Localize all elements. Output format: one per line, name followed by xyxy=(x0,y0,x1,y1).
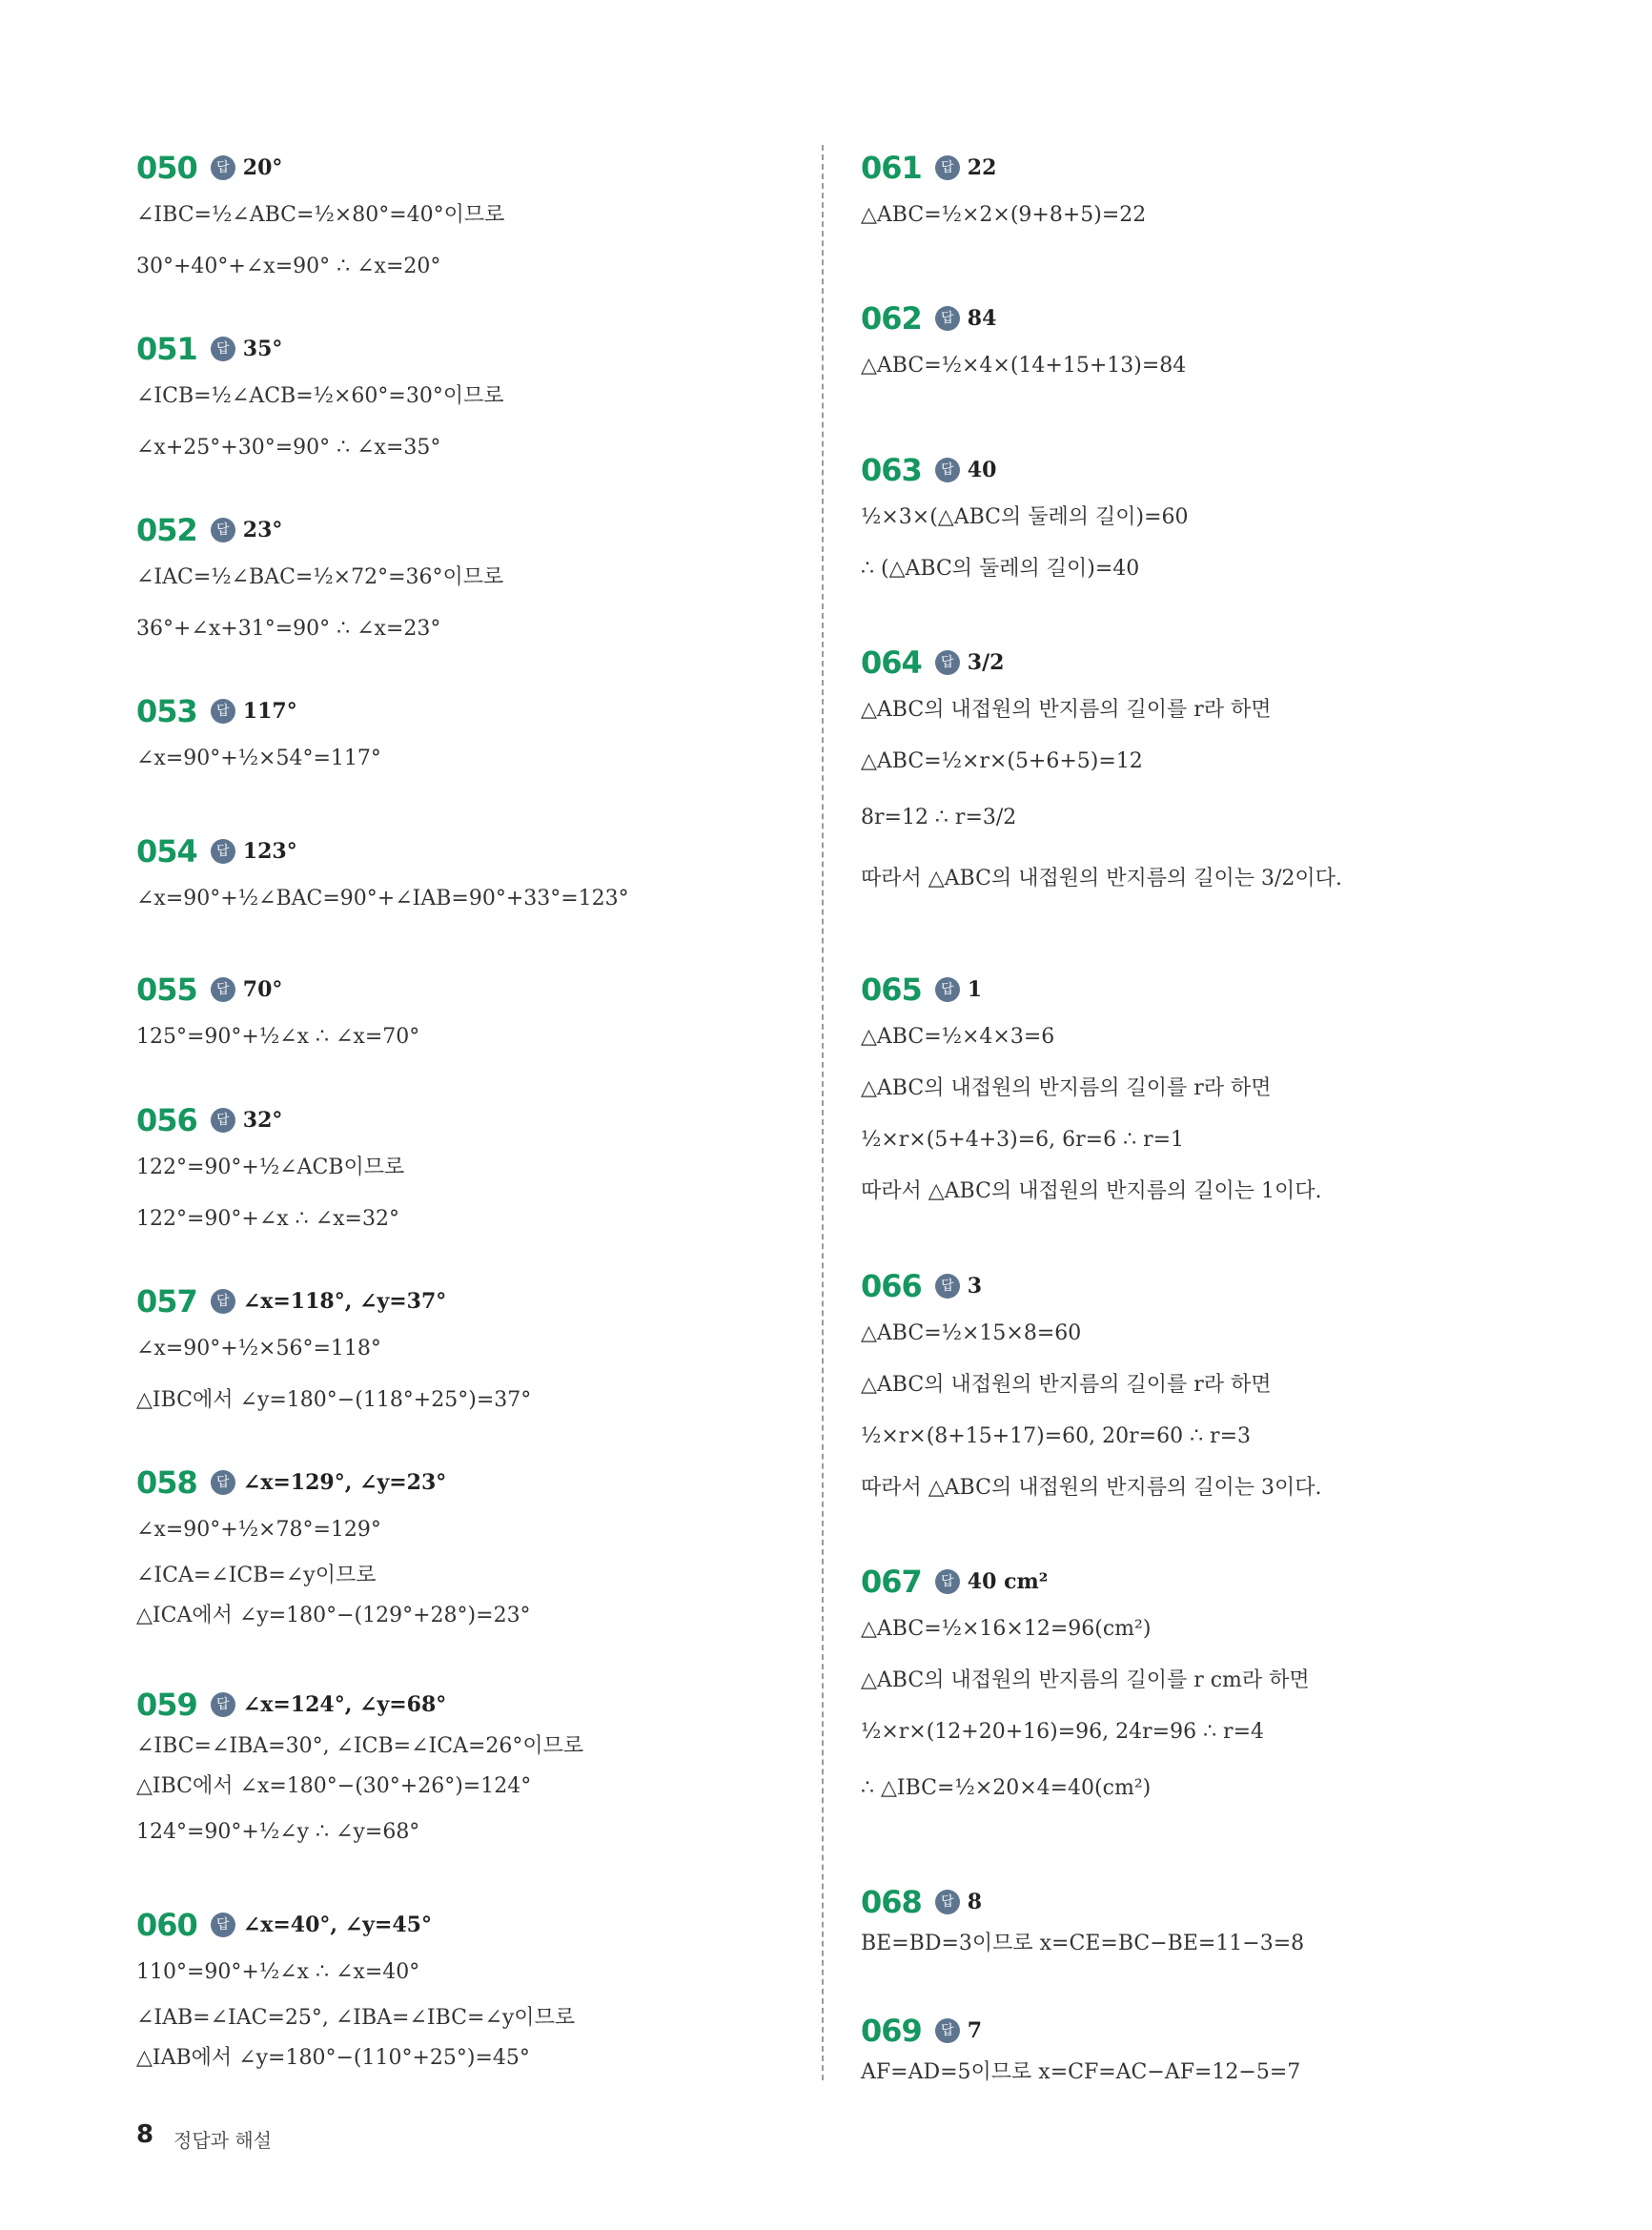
problem-number: 052 xyxy=(136,512,197,548)
solution-line: 36°+∠x+31°=90° ∴ ∠x=23° xyxy=(136,617,441,641)
problem-062 xyxy=(861,297,1186,392)
column-divider xyxy=(822,145,824,2080)
solution-line: 125°=90°+½∠x ∴ ∠x=70° xyxy=(136,1025,420,1049)
problem-number: 057 xyxy=(136,1283,197,1320)
problem-068 xyxy=(861,1880,1304,1964)
solution-line: △ICA에서 ∠y=180°−(129°+28°)=23° xyxy=(136,1604,531,1627)
solution-line: 따라서 △ABC의 내접원의 반지름의 길이는 3/2이다. xyxy=(861,867,1342,890)
problem-number: 069 xyxy=(861,2013,922,2049)
solution-line: 8r=12 ∴ r=3/2 xyxy=(861,806,1017,829)
problem-067 xyxy=(861,1560,1310,1819)
problem-number: 065 xyxy=(861,972,922,1008)
problem-050 xyxy=(136,146,504,293)
problem-number: 055 xyxy=(136,972,197,1008)
answer-badge: 답 xyxy=(935,1274,960,1299)
answer: ∠x=118°, ∠y=37° xyxy=(242,1289,447,1314)
answer: 35° xyxy=(242,337,283,361)
answer-badge: 답 xyxy=(935,155,960,180)
solution-line: ∠IAC=½∠BAC=½×72°=36°이므로 xyxy=(136,565,504,589)
solution-line: ∠ICA=∠ICB=∠y이므로 xyxy=(136,1564,377,1587)
answer-badge: 답 xyxy=(935,2018,960,2043)
problem-number: 050 xyxy=(136,150,197,186)
answer: 70° xyxy=(242,977,283,1002)
answer: 123° xyxy=(242,839,297,864)
solution-line: 122°=90°+½∠ACB이므로 xyxy=(136,1156,405,1179)
answer: 84 xyxy=(967,306,997,331)
solution-line: ∠x=90°+½×54°=117° xyxy=(136,747,381,770)
solution-line: ½×r×(5+4+3)=6, 6r=6 ∴ r=1 xyxy=(861,1128,1185,1152)
answer-badge: 답 xyxy=(211,839,235,864)
answer: 32° xyxy=(242,1108,283,1133)
solution-line: △IBC에서 ∠y=180°−(118°+25°)=37° xyxy=(136,1388,532,1412)
problem-059 xyxy=(136,1683,583,1858)
answer-badge: 답 xyxy=(935,1890,960,1914)
problem-number: 054 xyxy=(136,833,197,869)
footer-label: 정답과 해설 xyxy=(173,2129,272,2152)
answer-badge: 답 xyxy=(211,977,235,1002)
solution-line: ∠IBC=½∠ABC=½×80°=40°이므로 xyxy=(136,203,505,227)
problem-number: 058 xyxy=(136,1464,197,1501)
solution-line: △ABC=½×15×8=60 xyxy=(861,1321,1082,1345)
answer: ∠x=124°, ∠y=68° xyxy=(242,1692,447,1717)
answer-badge: 답 xyxy=(211,1692,235,1717)
problem-057 xyxy=(136,1279,531,1426)
solution-line: △IBC에서 ∠x=180°−(30°+26°)=124° xyxy=(136,1774,532,1798)
solution-line: BE=BD=3이므로 x=CE=BC−BE=11−3=8 xyxy=(861,1932,1305,1955)
solution-line: △IAB에서 ∠y=180°−(110°+25°)=45° xyxy=(136,2046,530,2070)
answer-badge: 답 xyxy=(935,650,960,675)
problem-number: 067 xyxy=(861,1564,922,1600)
problem-065 xyxy=(861,968,1321,1217)
answer-badge: 답 xyxy=(935,977,960,1002)
answer: 40 cm² xyxy=(967,1569,1049,1594)
problem-056 xyxy=(136,1098,404,1245)
page-number: 8 xyxy=(136,2120,154,2149)
answer-badge: 답 xyxy=(211,1289,235,1314)
solution-line: △ABC=½×4×(14+15+13)=84 xyxy=(861,354,1187,378)
solution-line: △ABC의 내접원의 반지름의 길이를 r cm라 하면 xyxy=(861,1668,1310,1692)
solution-line: ∠IAB=∠IAC=25°, ∠IBA=∠IBC=∠y이므로 xyxy=(136,2006,576,2030)
problem-055 xyxy=(136,968,419,1063)
problem-number: 053 xyxy=(136,693,197,729)
problem-054 xyxy=(136,829,629,925)
solution-line: ∠x=90°+½×78°=129° xyxy=(136,1518,381,1542)
problem-number: 060 xyxy=(136,1907,197,1943)
problem-number: 064 xyxy=(861,644,922,681)
problem-051 xyxy=(136,327,504,474)
answer: 117° xyxy=(242,699,297,724)
solution-line: △ABC=½×2×(9+8+5)=22 xyxy=(861,203,1147,227)
problem-number: 059 xyxy=(136,1687,197,1723)
answer-badge: 답 xyxy=(211,155,235,180)
solution-line: △ABC의 내접원의 반지름의 길이를 r라 하면 xyxy=(861,1373,1272,1397)
solution-line: 따라서 △ABC의 내접원의 반지름의 길이는 3이다. xyxy=(861,1476,1322,1500)
solution-line: 따라서 △ABC의 내접원의 반지름의 길이는 1이다. xyxy=(861,1179,1322,1203)
problem-number: 066 xyxy=(861,1268,922,1304)
answer: 3 xyxy=(967,1274,983,1299)
solution-line: △ABC의 내접원의 반지름의 길이를 r라 하면 xyxy=(861,1076,1272,1100)
solution-line: △ABC=½×4×3=6 xyxy=(861,1025,1055,1049)
problem-number: 061 xyxy=(861,150,922,186)
answer-badge: 답 xyxy=(935,306,960,331)
solution-line: 110°=90°+½∠x ∴ ∠x=40° xyxy=(136,1960,420,1984)
answer-badge: 답 xyxy=(211,337,235,361)
problem-number: 056 xyxy=(136,1102,197,1138)
answer-badge: 답 xyxy=(935,1569,960,1594)
answer-badge: 답 xyxy=(211,699,235,724)
answer: ∠x=129°, ∠y=23° xyxy=(242,1470,447,1495)
solution-line: ∴ (△ABC의 둘레의 길이)=40 xyxy=(861,557,1140,581)
problem-number: 063 xyxy=(861,452,922,488)
solution-line: 124°=90°+½∠y ∴ ∠y=68° xyxy=(136,1820,420,1844)
answer-badge: 답 xyxy=(935,458,960,482)
problem-053 xyxy=(136,689,381,785)
problem-069 xyxy=(861,2009,1300,2093)
answer: 1 xyxy=(967,977,983,1002)
answer: 3/2 xyxy=(967,650,1005,675)
solution-line: ½×3×(△ABC의 둘레의 길이)=60 xyxy=(861,505,1189,529)
solution-line: △ABC의 내접원의 반지름의 길이를 r라 하면 xyxy=(861,698,1272,722)
answer: 7 xyxy=(967,2018,983,2043)
problem-066 xyxy=(861,1264,1321,1514)
answer: ∠x=40°, ∠y=45° xyxy=(242,1913,432,1937)
answer-badge: 답 xyxy=(211,518,235,542)
solution-line: ∠x+25°+30°=90° ∴ ∠x=35° xyxy=(136,436,441,460)
solution-line: ∴ △IBC=½×20×4=40(cm²) xyxy=(861,1776,1152,1800)
solution-line: ½×r×(12+20+16)=96, 24r=96 ∴ r=4 xyxy=(861,1720,1265,1744)
answer: 22 xyxy=(967,155,997,180)
answer-badge: 답 xyxy=(211,1470,235,1495)
solution-line: ∠ICB=½∠ACB=½×60°=30°이므로 xyxy=(136,384,504,408)
problem-061 xyxy=(861,146,1146,241)
problem-058 xyxy=(136,1461,531,1636)
solution-line: ½×r×(8+15+17)=60, 20r=60 ∴ r=3 xyxy=(861,1424,1252,1448)
solution-line: ∠x=90°+½∠BAC=90°+∠IAB=90°+33°=123° xyxy=(136,887,629,910)
answer: 40 xyxy=(967,458,997,482)
solution-line: ∠IBC=∠IBA=30°, ∠ICB=∠ICA=26°이므로 xyxy=(136,1734,584,1758)
answer: 8 xyxy=(967,1890,983,1914)
problem-060 xyxy=(136,1903,575,2078)
solution-line: △ABC=½×16×12=96(cm²) xyxy=(861,1617,1152,1641)
answer-badge: 답 xyxy=(211,1108,235,1133)
problem-063 xyxy=(861,448,1189,595)
problem-number: 051 xyxy=(136,331,197,367)
answer-badge: 답 xyxy=(211,1913,235,1937)
answer: 23° xyxy=(242,518,283,542)
solution-line: AF=AD=5이므로 x=CF=AC−AF=12−5=7 xyxy=(861,2060,1301,2084)
answer: 20° xyxy=(242,155,283,180)
solution-line: △ABC=½×r×(5+6+5)=12 xyxy=(861,749,1143,773)
problem-number: 068 xyxy=(861,1884,922,1920)
solution-line: 30°+40°+∠x=90° ∴ ∠x=20° xyxy=(136,255,441,278)
problem-number: 062 xyxy=(861,300,922,337)
solution-line: ∠x=90°+½×56°=118° xyxy=(136,1337,381,1361)
problem-064 xyxy=(861,641,1342,910)
problem-052 xyxy=(136,508,503,655)
solution-line: 122°=90°+∠x ∴ ∠x=32° xyxy=(136,1207,399,1231)
